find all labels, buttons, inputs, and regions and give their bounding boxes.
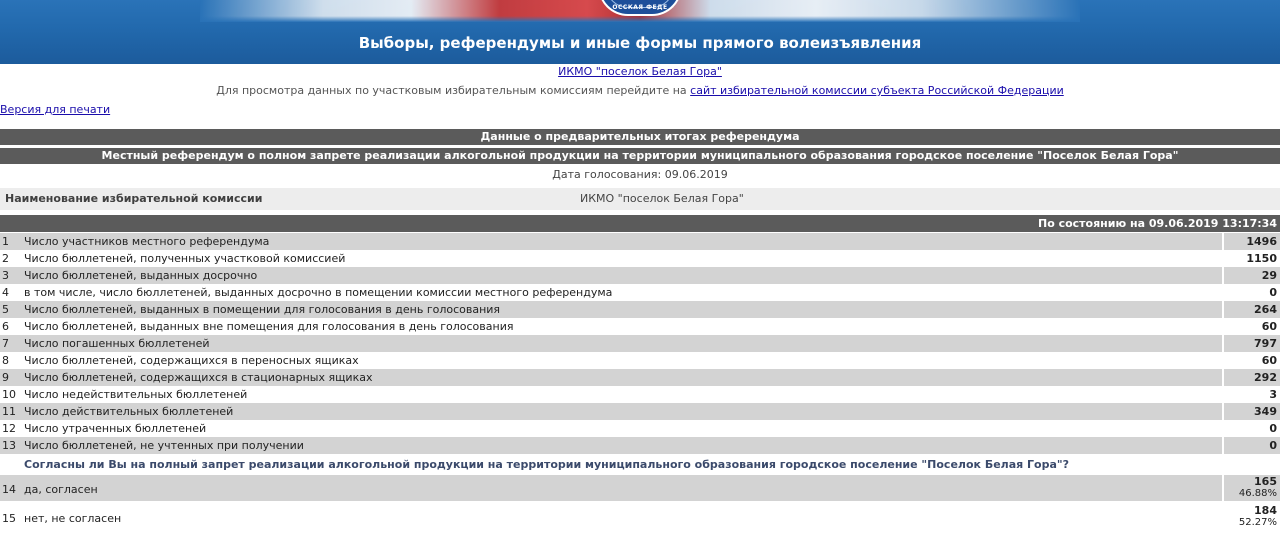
row-label: Число бюллетеней, выданных вне помещения для голосования в день голосования [24,320,514,333]
table-row [0,250,1280,267]
answer-label: да, согласен [24,483,98,496]
results-table [0,233,1280,454]
regional-site-link[interactable]: сайт избирательной комиссии субъекта Российской Федерации [690,84,1064,97]
table-row [0,233,1280,250]
commission-link[interactable]: ИКМО "поселок Белая Гора" [558,65,722,78]
row-label: Число бюллетеней, содержащихся в переносных ящиках [24,354,359,367]
answer-count-cell [1222,504,1280,530]
row-number: 4 [2,286,9,299]
regional-site-note-text: Для просмотра данных по участковым избирательным комиссиям перейдите на [216,84,691,97]
row-label: Число утраченных бюллетеней [24,422,207,435]
row-label: Число бюллетеней, выданных досрочно [24,269,258,282]
row-number: 3 [2,269,9,282]
row-number: 2 [2,252,9,265]
row-label: Число бюллетеней, полученных участковой комиссией [24,252,346,265]
table-row [0,386,1280,403]
row-number: 10 [2,388,16,401]
row-value: 60 [1222,352,1280,369]
table-row [0,352,1280,369]
row-value: 292 [1222,369,1280,386]
answer-row-no [0,504,1280,530]
answer-percent: 46.88% [1238,488,1277,499]
table-row [0,267,1280,284]
row-value: 264 [1222,301,1280,318]
row-label: Число бюллетеней, содержащихся в стационарных ящиках [24,371,373,384]
row-number: 8 [2,354,9,367]
row-value: 1496 [1222,233,1280,250]
table-row [0,335,1280,352]
print-version-wrap [0,103,110,116]
row-label: Число погашенных бюллетеней [24,337,210,350]
row-number: 7 [2,337,9,350]
site-title: Выборы, референдумы и иные формы прямого волеизъявления [358,34,922,52]
voting-date: Дата голосования: 09.06.2019 [552,168,728,181]
table-row [0,369,1280,386]
commission-link-wrap [0,65,1280,78]
table-row [0,301,1280,318]
answer-label: нет, не согласен [24,512,122,525]
row-value: 1150 [1222,250,1280,267]
row-number: 5 [2,303,9,316]
table-row [0,403,1280,420]
referendum-question: Согласны ли Вы на полный запрет реализации алкогольной продукции на территории муниципального образования городское поселение "Поселок Белая Гора"? [24,458,1070,471]
row-number: 9 [2,371,9,384]
answer-row-yes [0,475,1280,501]
row-number: 11 [2,405,16,418]
row-value: 0 [1222,437,1280,454]
row-value: 3 [1222,386,1280,403]
row-number: 6 [2,320,9,333]
commission-value: ИКМО "поселок Белая Гора" [580,192,744,205]
row-value: 349 [1222,403,1280,420]
emblem-text: ОССКАЯ ФЕДЕ [612,4,668,11]
row-number: 14 [2,483,16,496]
answer-votes: 184 [1254,504,1277,517]
row-value: 797 [1222,335,1280,352]
row-number: 13 [2,439,16,452]
row-number: 12 [2,422,16,435]
row-label: Число бюллетеней, не учтенных при получении [24,439,304,452]
commission-label: Наименование избирательной комиссии [5,192,263,205]
status-timestamp: По состоянию на 09.06.2019 13:17:34 [0,215,1280,232]
answer-count-cell [1222,475,1280,501]
report-title: Данные о предварительных итогах референдума [0,129,1280,145]
row-label: Число бюллетеней, выданных в помещении для голосования в день голосования [24,303,501,316]
row-value: 0 [1222,284,1280,301]
row-value: 29 [1222,267,1280,284]
regional-site-note [0,84,1280,97]
print-version-link[interactable]: Версия для печати [0,103,111,116]
header-banner [0,0,1280,64]
row-label: Число участников местного референдума [24,235,270,248]
referendum-name: Местный референдум о полном запрете реализации алкогольной продукции на территории муниципального образования городское поселение "Поселок Белая Гора" [0,148,1280,164]
row-value: 0 [1222,420,1280,437]
table-row [0,284,1280,301]
row-value: 60 [1222,318,1280,335]
row-label: в том числе, число бюллетеней, выданных досрочно в помещении комиссии местного референдума [24,286,613,299]
commission-row [0,188,1280,210]
answer-percent: 52.27% [1238,517,1277,528]
row-label: Число недействительных бюллетеней [24,388,248,401]
table-row [0,437,1280,454]
row-number: 15 [2,512,16,525]
row-number: 1 [2,235,9,248]
table-row [0,318,1280,335]
table-row [0,420,1280,437]
row-label: Число действительных бюллетеней [24,405,234,418]
answer-votes: 165 [1254,475,1277,488]
